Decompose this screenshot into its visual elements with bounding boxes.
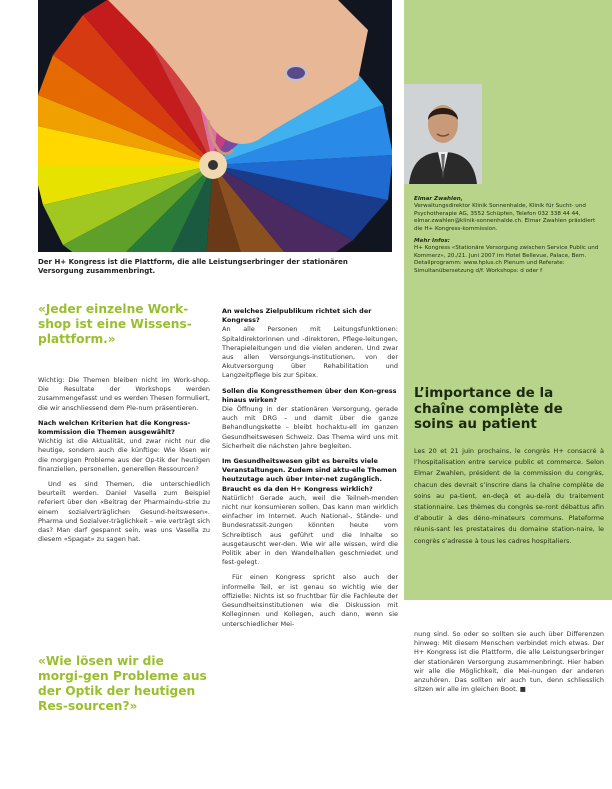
right-column-continuation — [414, 630, 604, 700]
author-bio — [414, 196, 602, 275]
french-summary-body: Les 20 et 21 juin prochains, le congrès H+ consacré à l’hospitalisation entre service public et commerce. Selon Elmar Zwahlen, président de la commission du congrès, chacun des devrait s’inscrire dans la chaîne complète de soins au pa-tient, en-deçà et au-delà du traitement stationnaire. Les thèmes du congrès se-ront débattus afin d’aboutir à des déno-minateurs communs. Plateforme réunis-sant les prestataires du domaine station-naire, le congrès s’adresse à tous les cadres hospitaliers. — [414, 447, 604, 545]
french-summary-title: L’importance de la chaîne complète de soins au patient — [414, 385, 563, 432]
interview-question: Nach welchen Kriterien hat die Kongress-kommission die Themen ausgewählt? — [38, 418, 191, 437]
info-heading: Mehr Infos: — [414, 238, 450, 245]
author-details: Verwaltungsdirektor Klinik Sonnenhalde, Klinik für Sucht- und Psychotherapie AG, 3552 Schüpfen, Telefon 032 338 44 44, elmar.zwahlen@klinik-sonnenhalde.ch. Elmar Zwahlen präsidiert die H+ Kongress-kommission. — [414, 203, 596, 232]
middle-column — [222, 307, 398, 635]
paragraph: Für einen Kongress spricht also auch der informelle Teil, er ist genau so wichtig wie der offizielle: Nichts ist so fruchtbar für die Fachleute der Gesundheitsinstitutionen wie die Diskussion mit Kolleginnen und Kollegen, auch dann, wenn sie unterschiedlicher Mei- — [222, 573, 398, 628]
pull-quote: «Jeder einzelne Work-shop ist eine Wissens-plattform.» — [38, 302, 192, 346]
paragraph: Die Öffnung in der stationären Versorgung, gerade auch mit DRG – und damit über die ganze Behandlungskette – bleibt hochaktu-ell im ganzen Gesundheitswesen Schweiz. Das Thema wird uns mit Sicherheit die nächsten Jahre begleiten. — [222, 405, 398, 450]
pull-quote-2: «Wie lösen wir die morgi-gen Probleme aus der Optik der heutigen Res-sourcen?» — [38, 654, 207, 713]
paragraph: Natürlich! Gerade auch, weil die Teilneh-menden nicht nur konsumieren sollen. Das kann man wirklich einfacher im Internet. Auch National-, Stände- und Bundesratssit-zungen könnten heute vom Schreibtisch aus geführt und die Inhalte so ausgetauscht wer-den. Wie wir alle wissen, wird die Politik aber in den Wandelhallen geschmiedet und fest-gelegt. — [222, 493, 398, 567]
info-text: H+ Kongress «Stationäre Versorgung zwischen Service Public und Kommerz», 20./21. Juni 2007 im Hotel Bellevue, Palace, Bern. Detailprogramm: www.hplus.ch Plenum und Referate: Simultanübersetzung d/f. Workshops: d oder f — [414, 245, 599, 274]
paragraph: Wichtig ist die Aktualität, und zwar nicht nur die heutige, sondern auch die künftige: Wie lösen wir die morgigen Probleme aus der Op-tik der heutigen finanziellen, personellen, generellen Ressourcen? — [38, 437, 210, 473]
hero-photo — [38, 0, 392, 252]
portrait-photo — [404, 84, 482, 184]
interview-question: Sollen die Kongressthemen über den Kon-gress hinaus wirken? — [222, 386, 397, 404]
interview-question: Im Gesundheitswesen gibt es bereits viele Veranstaltungen. Zudem sind aktu-elle Themen heutzutage auch über Inter-net zugänglich. Braucht es da den H+ Kongress wirklich? — [222, 457, 397, 493]
paragraph: Und es sind Themen, die unterschiedlich beurteilt werden. Daniel Vasella zum Beispiel referiert über den «Beitrag der Pharmaindu-strie zu einem sozialverträglichen Gesund-heitswesen». Pharma und Sozialver-träglichkeit – wie verträgt sich das? Man darf gespannt sein, was uns Vasella zu diesem «Spagat» zu sagen hat. — [38, 480, 210, 544]
paragraph: An alle Personen mit Leitungsfunktionen: Spitaldirektorinnen und -direktoren, Pflege-leitungen, Therapieleitungen und die vielen anderen. Und zwar aus allen Versorgungs-institutionen, von der Akutversorgung über Rehabilitation und Langzeitpflege bis zur Spitex. — [222, 325, 398, 380]
paragraph: nung sind. So oder so sollten sie auch über Differenzen hinweg: Mit diesem Menschen verbindet mich etwas. Der H+ Kongress ist die Plattform, die alle Leistungserbringer der stationären Versorgung zusammenbringt. Hier haben wir alle die Möglichkeit, die Mei-nungen der anderen anzuhören. Das sollten wir auch tun, denn schliesslich sitzen wir alle im gleichen Boot. ■ — [414, 630, 604, 694]
photo-caption: Der H+ Kongress ist die Plattform, die alle Leistungserbringer der stationären Versorgung zusammenbringt. — [38, 258, 348, 275]
author-name: Elmar Zwahlen, — [414, 196, 463, 202]
paragraph: Wichtig: Die Themen bleiben nicht im Work-shop. Die Resultate der Workshops werden zusammengefasst und es werden Thesen formuliert, die wir anschliessend dem Ple-num präsentieren. — [38, 376, 210, 412]
left-column — [38, 376, 210, 550]
interview-question: An welches Zielpublikum richtet sich der Kongress? — [222, 307, 372, 325]
